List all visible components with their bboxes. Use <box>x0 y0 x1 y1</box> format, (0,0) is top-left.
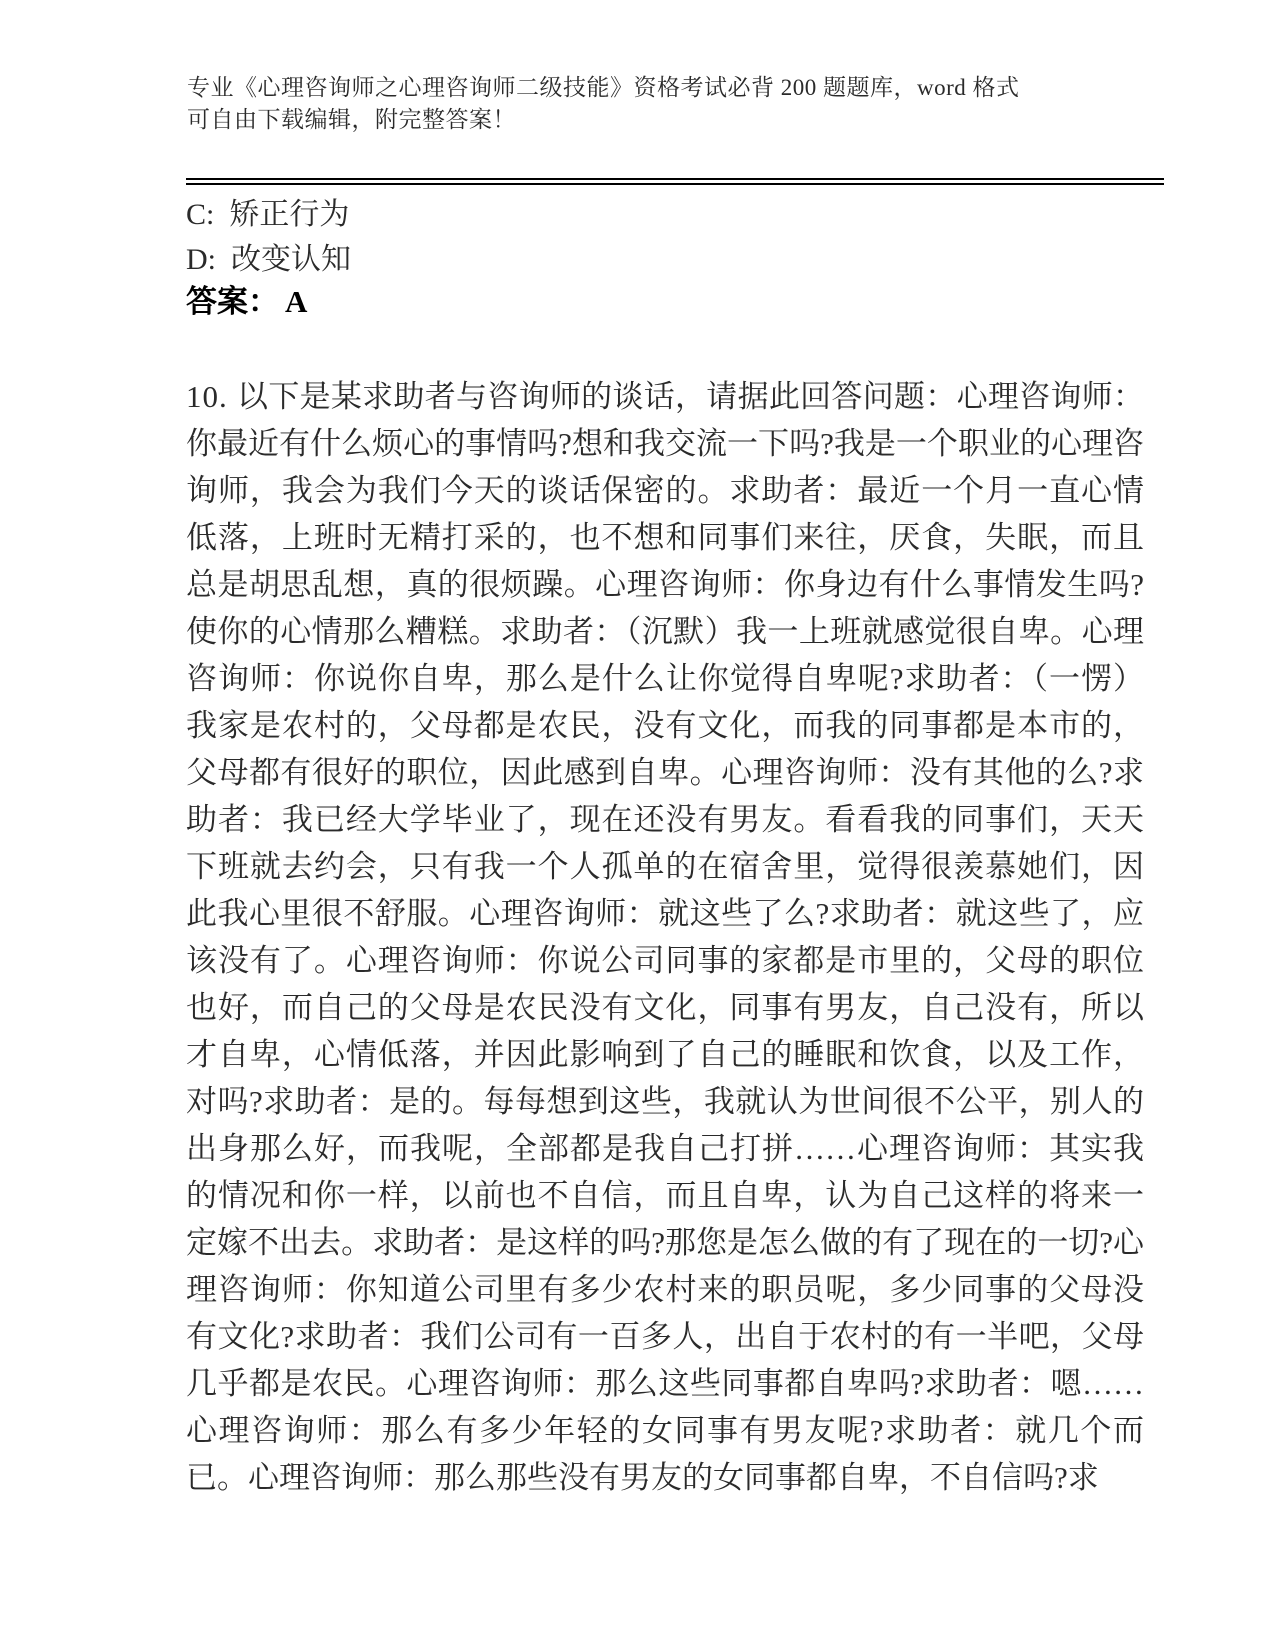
option-row-c <box>186 197 1164 233</box>
option-c-text: 矫正行为 <box>229 198 350 231</box>
header-divider-rule <box>186 178 1164 185</box>
header-line-2: 可自由下载编辑，附完整答案！ <box>187 107 516 132</box>
header-line-1: 专业《心理咨询师之心理咨询师二级技能》资格考试必背 200 题题库，word 格式 <box>187 75 1020 100</box>
running-header <box>187 72 1167 136</box>
option-row-d <box>186 242 1164 278</box>
option-c-label: C: <box>186 198 215 231</box>
question-10-paragraph <box>186 373 1144 1501</box>
answer-line <box>186 283 1164 321</box>
question-text: 以下是某求助者与咨询师的谈话，请据此回答问题：心理咨询师：你最近有什么烦心的事情吗?想和我交流一下吗?我是一个职业的心理咨询师，我会为我们今天的谈话保密的。求助者：最近一个月一直心情低落，上班时无精打采的，也不想和同事们来往，厌食，失眠，而且总是胡思乱想，真的很烦躁。心理咨询师：你身边有什么事情发生吗?使你的心情那么糟糕。求助者：（沉默）我一上班就感觉很自卑。心理咨询师：你说你自卑，那么是什么让你觉得自卑呢?求助者：（一愣）我家是农村的，父母都是农民，没有文化，而我的同事都是本市的，父母都有很好的职位，因此感到自卑。心理咨询师：没有其他的么?求助者：我已经大学毕业了，现在还没有男友。看看我的同事们，天天下班就去约会，只有我一个人孤单的在宿舍里，觉得很羡慕她们，因此我心里很不舒服。心理咨询师：就这些了么?求助者：就这些了，应该没有了。心理咨询师：你说公司同事的家都是市里的，父母的职位也好，而自己的父母是农民没有文化，同事有男友，自己没有，所以才自卑，心情低落，并因此影响到了自己的睡眠和饮食，以及工作，对吗?求助者：是的。每每想到这些，我就认为世间很不公平，别人的出身那么好，而我呢，全部都是我自己打拼……心理咨询师：其实我的情况和你一样，以前也不自信，而且自卑，认为自己这样的将来一定嫁不出去。求助者：是这样的吗?那您是怎么做的有了现在的一切?心理咨询师：你知道公司里有多少农村来的职员呢，多少同事的父母没有文化?求助者：我们公司有一百多人，出自于农村的有一半吧，父母几乎都是农民。心理咨询师：那么这些同事都自卑吗?求助者：嗯……心理咨询师：那么有多少年轻的女同事有男友呢?求助者：就几个而已。心理咨询师：那么那些没有男友的女同事都自卑，不自信吗?求 <box>186 379 1144 1495</box>
answer-value: A <box>285 284 308 319</box>
option-d-label: D: <box>186 243 216 276</box>
question-number: 10. <box>186 379 228 414</box>
answer-label: 答案： <box>186 284 279 319</box>
option-d-text: 改变认知 <box>231 243 351 276</box>
